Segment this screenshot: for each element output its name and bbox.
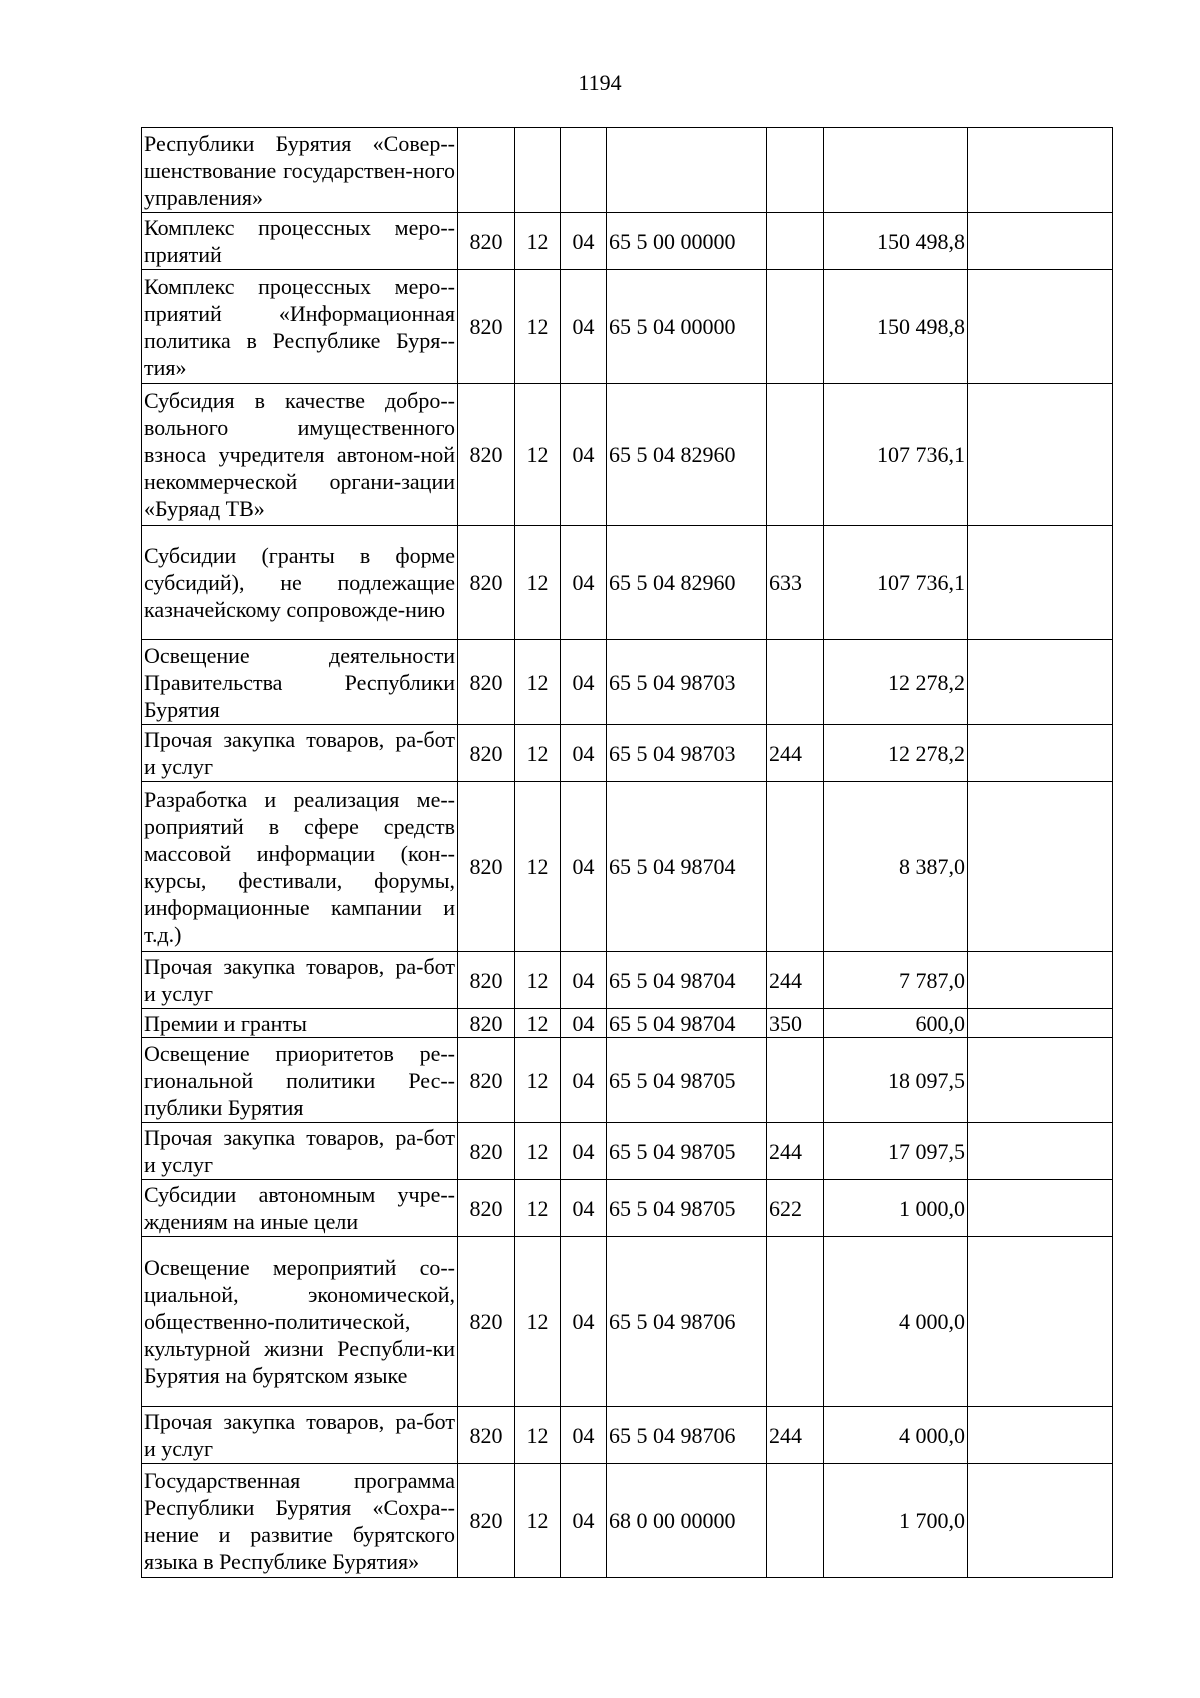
table-row [142,640,1113,725]
section-code-cell: 12 [515,213,561,270]
expense-type-cell [767,1464,824,1578]
section-code-cell: 12 [515,1464,561,1578]
budget-table [141,127,1113,1578]
section-code-cell: 12 [515,1407,561,1464]
section-code-cell: 12 [515,1009,561,1038]
expense-type-cell [767,213,824,270]
empty-cell [968,952,1113,1009]
amount-cell: 1 000,0 [824,1180,968,1237]
subsection-code-cell: 04 [561,1464,607,1578]
admin-code-cell: 820 [458,1237,515,1407]
table-row [142,725,1113,782]
admin-code-cell: 820 [458,1009,515,1038]
expense-type-cell [767,128,824,213]
expense-item-name: Республики Бурятия «Совер-шенствование государствен-ного управления» [142,128,458,213]
empty-cell [968,1038,1113,1123]
empty-cell [968,384,1113,526]
expense-item-name: Прочая закупка товаров, ра-бот и услуг [142,1123,458,1180]
expense-type-cell [767,270,824,384]
target-article-cell: 65 5 00 00000 [607,213,767,270]
table-row [142,1009,1113,1038]
expense-type-cell [767,384,824,526]
target-article-cell: 65 5 04 98706 [607,1407,767,1464]
empty-cell [968,526,1113,640]
empty-cell [968,1464,1113,1578]
amount-cell: 18 097,5 [824,1038,968,1123]
expense-type-cell: 244 [767,952,824,1009]
section-code-cell: 12 [515,640,561,725]
target-article-cell: 65 5 04 98704 [607,782,767,952]
expense-type-cell [767,1237,824,1407]
admin-code-cell: 820 [458,526,515,640]
empty-cell [968,782,1113,952]
table-row [142,384,1113,526]
amount-cell: 12 278,2 [824,640,968,725]
section-code-cell: 12 [515,725,561,782]
empty-cell [968,1407,1113,1464]
amount-cell: 17 097,5 [824,1123,968,1180]
amount-cell: 12 278,2 [824,725,968,782]
empty-cell [968,1009,1113,1038]
expense-type-cell: 244 [767,725,824,782]
table-row [142,1123,1113,1180]
amount-cell: 107 736,1 [824,384,968,526]
expense-type-cell [767,640,824,725]
subsection-code-cell: 04 [561,1237,607,1407]
admin-code-cell: 820 [458,1180,515,1237]
expense-item-name: Освещение деятельности Правительства Республики Бурятия [142,640,458,725]
expense-type-cell: 350 [767,1009,824,1038]
subsection-code-cell: 04 [561,1038,607,1123]
table-row [142,952,1113,1009]
subsection-code-cell: 04 [561,782,607,952]
amount-cell: 600,0 [824,1009,968,1038]
section-code-cell: 12 [515,270,561,384]
subsection-code-cell: 04 [561,270,607,384]
admin-code-cell: 820 [458,270,515,384]
target-article-cell: 65 5 04 98705 [607,1180,767,1237]
section-code-cell: 12 [515,952,561,1009]
subsection-code-cell: 04 [561,384,607,526]
expense-type-cell: 244 [767,1407,824,1464]
target-article-cell: 65 5 04 00000 [607,270,767,384]
amount-cell: 8 387,0 [824,782,968,952]
target-article-cell: 65 5 04 98704 [607,1009,767,1038]
target-article-cell: 65 5 04 98703 [607,725,767,782]
subsection-code-cell: 04 [561,213,607,270]
expense-item-name: Субсидии автономным учре-ждениям на иные цели [142,1180,458,1237]
admin-code-cell: 820 [458,952,515,1009]
expense-item-name: Разработка и реализация ме-роприятий в сфере средств массовой информации (кон-курсы, фестивали, форумы, информационные кампании и т.д.) [142,782,458,952]
target-article-cell: 65 5 04 98706 [607,1237,767,1407]
table-row [142,1407,1113,1464]
empty-cell [968,1123,1113,1180]
expense-item-name: Комплекс процессных меро-приятий «Информационная политика в Республике Буря-тия» [142,270,458,384]
section-code-cell: 12 [515,384,561,526]
expense-type-cell: 244 [767,1123,824,1180]
page-number: 1194 [578,70,622,95]
expense-item-name: Субсидии (гранты в форме субсидий), не подлежащие казначейскому сопровожде-нию [142,526,458,640]
section-code-cell: 12 [515,1038,561,1123]
target-article-cell: 65 5 04 82960 [607,384,767,526]
expense-item-name: Субсидия в качестве добро-вольного имущественного взноса учредителя автоном-ной некоммерческой органи-зации «Буряад ТВ» [142,384,458,526]
admin-code-cell: 820 [458,725,515,782]
admin-code-cell: 820 [458,1464,515,1578]
admin-code-cell: 820 [458,1407,515,1464]
target-article-cell [607,128,767,213]
section-code-cell: 12 [515,1180,561,1237]
admin-code-cell: 820 [458,1123,515,1180]
expense-type-cell: 633 [767,526,824,640]
expense-item-name: Освещение мероприятий со-циальной, экономической, общественно-политической, культурной жизни Республи-ки Бурятия на бурятском языке [142,1237,458,1407]
table-row [142,128,1113,213]
expense-type-cell: 622 [767,1180,824,1237]
empty-cell [968,725,1113,782]
expense-item-name: Премии и гранты [142,1009,458,1038]
empty-cell [968,1180,1113,1237]
target-article-cell: 65 5 04 98704 [607,952,767,1009]
table-row [142,213,1113,270]
amount-cell: 4 000,0 [824,1407,968,1464]
target-article-cell: 68 0 00 00000 [607,1464,767,1578]
amount-cell: 150 498,8 [824,270,968,384]
admin-code-cell: 820 [458,640,515,725]
subsection-code-cell: 04 [561,1407,607,1464]
subsection-code-cell: 04 [561,952,607,1009]
section-code-cell: 12 [515,1123,561,1180]
target-article-cell: 65 5 04 98705 [607,1038,767,1123]
amount-cell [824,128,968,213]
subsection-code-cell: 04 [561,526,607,640]
admin-code-cell [458,128,515,213]
table-row [142,1237,1113,1407]
expense-item-name: Прочая закупка товаров, ра-бот и услуг [142,725,458,782]
expense-type-cell [767,782,824,952]
subsection-code-cell [561,128,607,213]
amount-cell: 150 498,8 [824,213,968,270]
expense-item-name: Прочая закупка товаров, ра-бот и услуг [142,1407,458,1464]
table-row [142,526,1113,640]
amount-cell: 1 700,0 [824,1464,968,1578]
expense-type-cell [767,1038,824,1123]
target-article-cell: 65 5 04 82960 [607,526,767,640]
section-code-cell: 12 [515,526,561,640]
empty-cell [968,213,1113,270]
section-code-cell: 12 [515,782,561,952]
subsection-code-cell: 04 [561,640,607,725]
amount-cell: 107 736,1 [824,526,968,640]
subsection-code-cell: 04 [561,1123,607,1180]
expense-item-name: Комплекс процессных меро-приятий [142,213,458,270]
empty-cell [968,640,1113,725]
table-row [142,1180,1113,1237]
table-body [142,128,1113,1578]
expense-item-name: Прочая закупка товаров, ра-бот и услуг [142,952,458,1009]
section-code-cell [515,128,561,213]
admin-code-cell: 820 [458,1038,515,1123]
subsection-code-cell: 04 [561,1009,607,1038]
section-code-cell: 12 [515,1237,561,1407]
table-row [142,782,1113,952]
expense-item-name: Государственная программа Республики Бурятия «Сохра-нение и развитие бурятского языка в Республике Бурятия» [142,1464,458,1578]
empty-cell [968,128,1113,213]
target-article-cell: 65 5 04 98703 [607,640,767,725]
empty-cell [968,1237,1113,1407]
table-row [142,1038,1113,1123]
amount-cell: 7 787,0 [824,952,968,1009]
target-article-cell: 65 5 04 98705 [607,1123,767,1180]
admin-code-cell: 820 [458,782,515,952]
expense-item-name: Освещение приоритетов ре-гиональной политики Рес-публики Бурятия [142,1038,458,1123]
subsection-code-cell: 04 [561,725,607,782]
empty-cell [968,270,1113,384]
table-row [142,270,1113,384]
admin-code-cell: 820 [458,384,515,526]
table-row [142,1464,1113,1578]
subsection-code-cell: 04 [561,1180,607,1237]
admin-code-cell: 820 [458,213,515,270]
amount-cell: 4 000,0 [824,1237,968,1407]
